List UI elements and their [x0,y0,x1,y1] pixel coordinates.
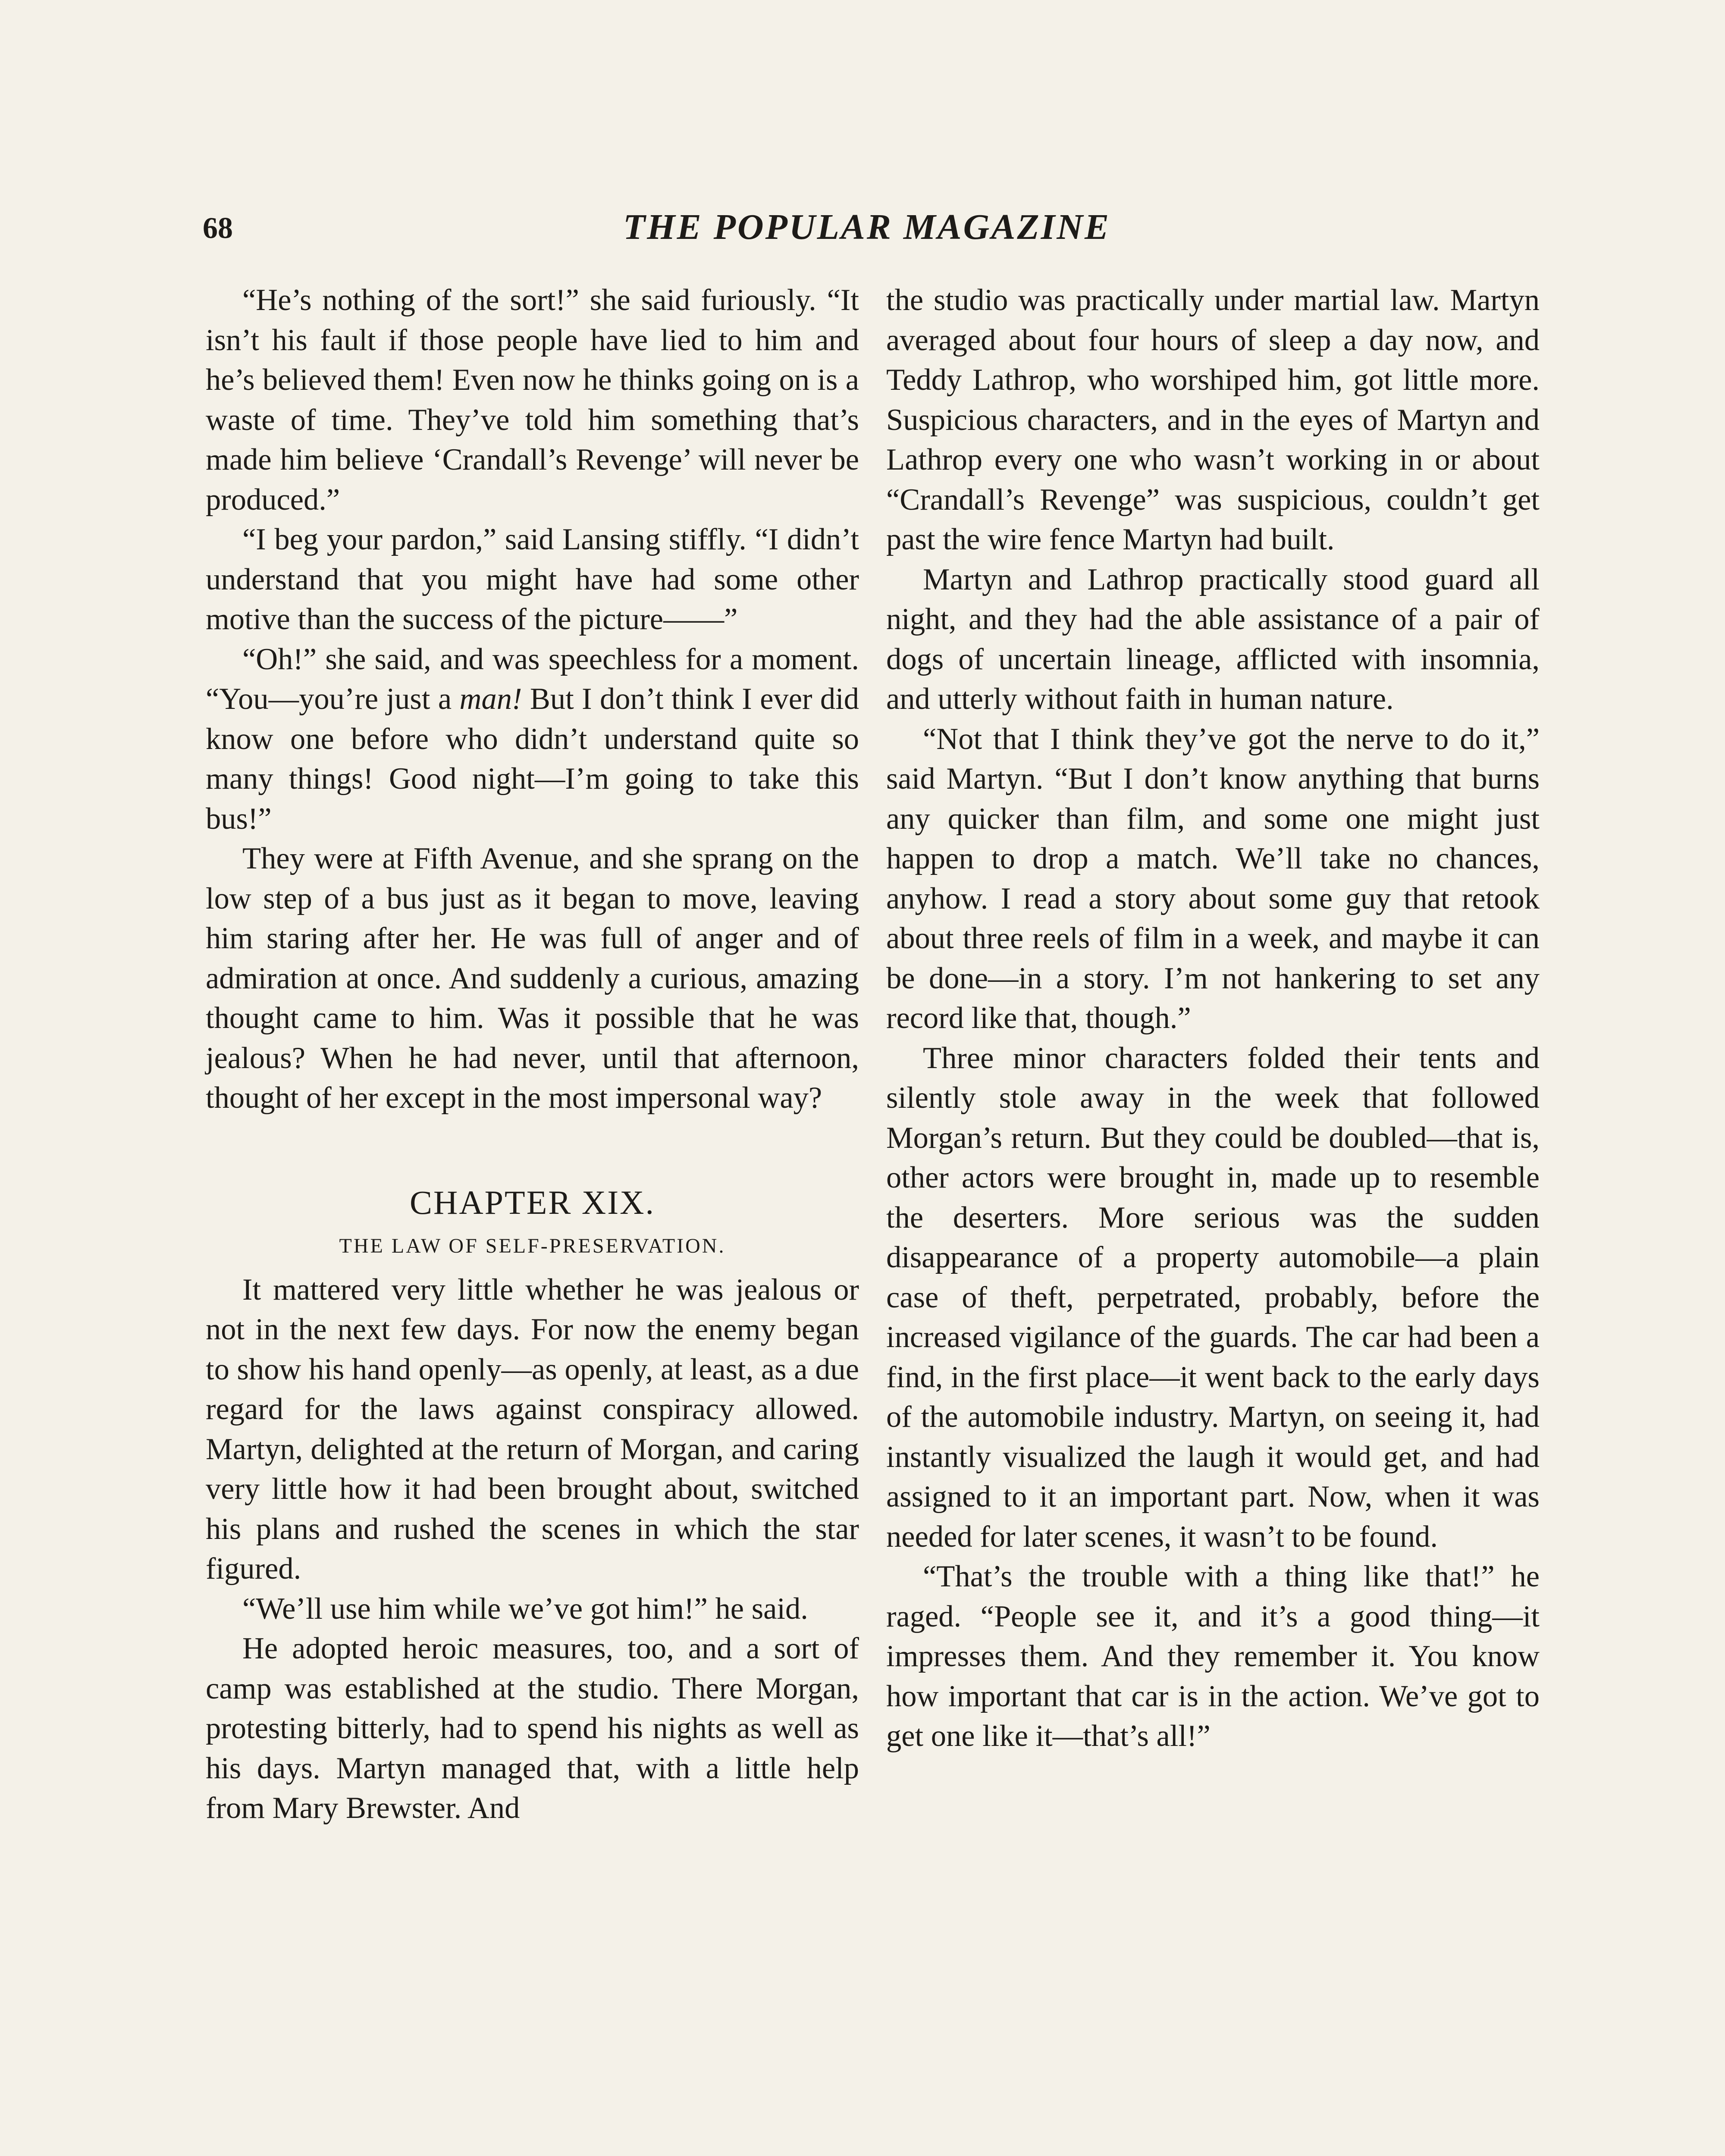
paragraph: He adopted heroic measures, too, and a sort of camp was established at the studio. There Morgan, protesting bitterly, had to spend his nights as well as his days. Martyn managed that, with a little help from Mary Brewster. And [206,1632,859,1825]
paragraph-text: “Oh!” she said, and was speechless for a moment. “You—you’re just a [206,642,859,716]
paragraph: “That’s the trouble with a thing like that!” he raged. “People see it, and it’s a good thing—it impresses them. And they remember it. You know how important that car is in the action. We’ve got to get one like it—that’s all!” [886,1560,1540,1753]
page-number: 68 [203,212,233,245]
chapter-subtitle: THE LAW OF SELF-PRESERVATION. [339,1234,726,1257]
paragraph: “We’ll use him while we’ve got him!” he said. [242,1592,808,1626]
left-column [206,280,859,1828]
chapter-title: CHAPTER XIX. [409,1183,655,1221]
paragraph: They were at Fifth Avenue, and she sprang on the low step of a bus just as it began to move, leaving him staring after her. He was full of anger and of admiration at once. And suddenly a curious, amazing thought came to him. Was it possible that he was jealous? When he had never, until that afternoon, thought of her except in the most impersonal way? [206,842,859,1115]
paragraph: Martyn and Lathrop practically stood guard all night, and they had the able assistance of a pair of dogs of uncertain lineage, afflicted with insomnia, and utterly without faith in human nature. [886,562,1540,716]
running-head: THE POPULAR MAGAZINE [623,207,1111,247]
paragraph: It mattered very little whether he was jealous or not in the next few days. For now the enemy began to show his hand openly—as openly, at least, as a due regard for the laws against conspiracy allowed. Martyn, delighted at the return of Morgan, and caring very little how it had been brought about, switched his plans and rushed the scenes in which the star figured. [206,1272,859,1586]
paragraph: “I beg your pardon,” said Lansing stiffly. “I didn’t understand that you might have had some other motive than the success of the picture——” [206,523,859,636]
emphasis-text: man! [459,682,522,716]
paragraph: “Not that I think they’ve got the nerve to do it,” said Martyn. “But I don’t know anything that burns any quicker than film, and some one might just happen to drop a match. We’ll take no chances, anyhow. I read a story about some guy that retook about three reels of film in a week, and maybe it can be done—in a story. I’m not hankering to set any record like that, though.” [886,722,1540,1035]
paragraph: Three minor characters folded their tents and silently stole away in the week that followed Morgan’s return. But they could be doubled—that is, other actors were brought in, made up to resemble the deserters. More serious was the sudden disappearance of a property automobile—a plain case of theft, perpetrated, probably, before the increased vigilance of the guards. The car had been a find, in the first place—it went back to the early days of the automobile industry. Martyn, on seeing it, had instantly visualized the laugh it would get, and had assigned to it an important part. Now, when it was needed for later scenes, it wasn’t to be found. [886,1041,1540,1554]
paragraph: the studio was practically under martial law. Martyn averaged about four hours of sleep a day now, and Teddy Lathrop, who worshiped him, got little more. Suspicious characters, and in the eyes of Martyn and Lathrop every one who wasn’t working in or about “Crandall’s Revenge” was suspicious, couldn’t get past the wire fence Martyn had built. [886,283,1540,556]
right-column [886,280,1540,1756]
paragraph [206,639,859,839]
paragraph-text: But I don’t think I ever did know one before who didn’t understand quite so many things! Good night—I’m going to take this bus!” [206,682,859,836]
paragraph: “He’s nothing of the sort!” she said furiously. “It isn’t his fault if those people have lied to him and he’s believed them! Even now he thinks going on is a waste of time. They’ve told him something that’s made him believe ‘Crandall’s Revenge’ will never be produced.” [206,283,859,517]
